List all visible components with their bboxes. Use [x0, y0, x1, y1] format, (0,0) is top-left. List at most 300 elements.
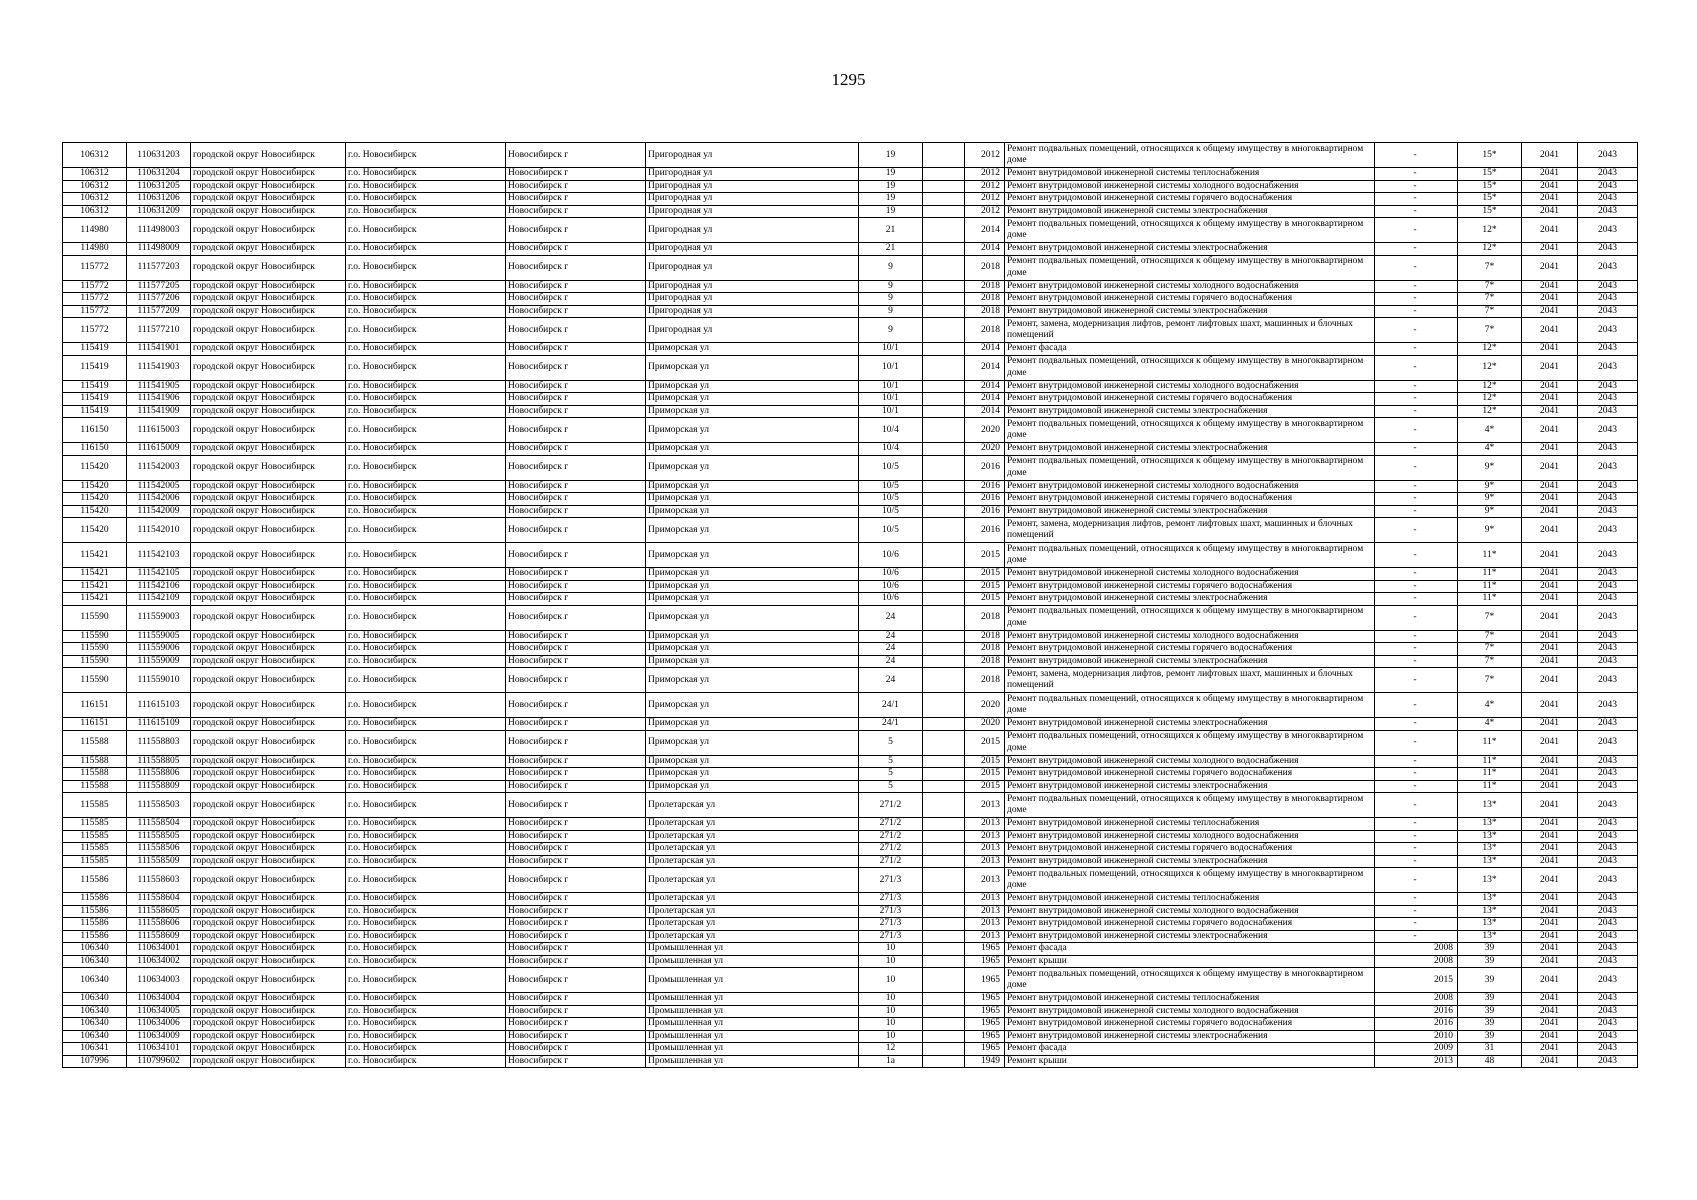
plan-start-year-cell: 2041 [1522, 855, 1578, 868]
house-code-cell: 106340 [63, 1005, 127, 1018]
house-number-cell: 271/2 [859, 830, 923, 843]
plan-end-year-cell: 2043 [1578, 318, 1638, 343]
age-cell: 7* [1458, 630, 1522, 643]
plan-end-year-cell: 2043 [1578, 293, 1638, 306]
house-number-cell: 10/6 [859, 543, 923, 568]
city-cell: Новосибирск г [506, 893, 646, 906]
work-type-cell: Ремонт внутридомовой инженерной системы электроснабжения [1005, 505, 1375, 518]
work-type-cell: Ремонт внутридомовой инженерной системы холодного водоснабжения [1005, 568, 1375, 581]
age-cell: 39 [1458, 968, 1522, 993]
municipality-cell: г.о. Новосибирск [346, 818, 506, 831]
table-row [63, 418, 1638, 443]
plan-start-year-cell: 2041 [1522, 918, 1578, 931]
build-year-cell: 2014 [965, 343, 1005, 356]
work-code-cell: 111542010 [127, 518, 191, 543]
empty-cell [923, 193, 965, 206]
street-cell: Пролетарская ул [646, 855, 859, 868]
work-code-cell: 111615003 [127, 418, 191, 443]
city-cell: Новосибирск г [506, 493, 646, 506]
house-number-cell: 271/3 [859, 893, 923, 906]
previous-repair-cell: - [1375, 455, 1458, 480]
table-row [63, 630, 1638, 643]
empty-cell [923, 668, 965, 693]
house-number-cell: 19 [859, 168, 923, 181]
work-type-cell: Ремонт внутридомовой инженерной системы горячего водоснабжения [1005, 293, 1375, 306]
house-code-cell: 106312 [63, 168, 127, 181]
district-cell: городской округ Новосибирск [191, 780, 346, 793]
work-type-cell: Ремонт подвальных помещений, относящихся к общему имуществу в многоквартирном доме [1005, 418, 1375, 443]
work-type-cell: Ремонт внутридомовой инженерной системы горячего водоснабжения [1005, 768, 1375, 781]
age-cell: 13* [1458, 918, 1522, 931]
street-cell: Приморская ул [646, 393, 859, 406]
plan-end-year-cell: 2043 [1578, 668, 1638, 693]
plan-end-year-cell: 2043 [1578, 418, 1638, 443]
district-cell: городской округ Новосибирск [191, 793, 346, 818]
empty-cell [923, 418, 965, 443]
work-code-cell: 111558806 [127, 768, 191, 781]
street-cell: Пригородная ул [646, 193, 859, 206]
work-code-cell: 111615009 [127, 443, 191, 456]
district-cell: городской округ Новосибирск [191, 818, 346, 831]
age-cell: 11* [1458, 568, 1522, 581]
previous-repair-cell: - [1375, 605, 1458, 630]
table-row [63, 568, 1638, 581]
build-year-cell: 2014 [965, 218, 1005, 243]
house-code-cell: 115419 [63, 405, 127, 418]
house-number-cell: 19 [859, 143, 923, 168]
work-type-cell: Ремонт внутридомовой инженерной системы электроснабжения [1005, 1030, 1375, 1043]
district-cell: городской округ Новосибирск [191, 305, 346, 318]
house-number-cell: 24 [859, 643, 923, 656]
municipality-cell: г.о. Новосибирск [346, 768, 506, 781]
table-row [63, 843, 1638, 856]
city-cell: Новосибирск г [506, 993, 646, 1006]
district-cell: городской округ Новосибирск [191, 568, 346, 581]
age-cell: 13* [1458, 930, 1522, 943]
work-code-cell: 111542006 [127, 493, 191, 506]
city-cell: Новосибирск г [506, 643, 646, 656]
work-type-cell: Ремонт внутридомовой инженерной системы теплоснабжения [1005, 168, 1375, 181]
build-year-cell: 2018 [965, 280, 1005, 293]
previous-repair-cell: - [1375, 318, 1458, 343]
work-type-cell: Ремонт подвальных помещений, относящихся к общему имуществу в многоквартирном доме [1005, 218, 1375, 243]
city-cell: Новосибирск г [506, 830, 646, 843]
previous-repair-cell: 2008 [1375, 943, 1458, 956]
work-code-cell: 111558505 [127, 830, 191, 843]
work-code-cell: 111558604 [127, 893, 191, 906]
plan-start-year-cell: 2041 [1522, 593, 1578, 606]
street-cell: Приморская ул [646, 543, 859, 568]
municipality-cell: г.о. Новосибирск [346, 755, 506, 768]
build-year-cell: 2013 [965, 868, 1005, 893]
age-cell: 9* [1458, 480, 1522, 493]
work-code-cell: 110634004 [127, 993, 191, 1006]
empty-cell [923, 768, 965, 781]
plan-start-year-cell: 2041 [1522, 818, 1578, 831]
plan-end-year-cell: 2043 [1578, 193, 1638, 206]
plan-start-year-cell: 2041 [1522, 418, 1578, 443]
work-type-cell: Ремонт подвальных помещений, относящихся к общему имуществу в многоквартирном доме [1005, 693, 1375, 718]
work-type-cell: Ремонт внутридомовой инженерной системы горячего водоснабжения [1005, 193, 1375, 206]
work-code-cell: 111577209 [127, 305, 191, 318]
house-number-cell: 10 [859, 993, 923, 1006]
build-year-cell: 1965 [965, 1005, 1005, 1018]
work-code-cell: 111615103 [127, 693, 191, 718]
district-cell: городской округ Новосибирск [191, 380, 346, 393]
street-cell: Пригородная ул [646, 243, 859, 256]
district-cell: городской округ Новосибирск [191, 730, 346, 755]
plan-start-year-cell: 2041 [1522, 605, 1578, 630]
empty-cell [923, 505, 965, 518]
previous-repair-cell: - [1375, 730, 1458, 755]
previous-repair-cell: - [1375, 818, 1458, 831]
work-code-cell: 111577203 [127, 255, 191, 280]
empty-cell [923, 1055, 965, 1068]
plan-start-year-cell: 2041 [1522, 655, 1578, 668]
plan-end-year-cell: 2043 [1578, 168, 1638, 181]
build-year-cell: 2015 [965, 730, 1005, 755]
municipality-cell: г.о. Новосибирск [346, 1005, 506, 1018]
district-cell: городской округ Новосибирск [191, 718, 346, 731]
age-cell: 13* [1458, 868, 1522, 893]
house-code-cell: 115585 [63, 793, 127, 818]
city-cell: Новосибирск г [506, 243, 646, 256]
build-year-cell: 2016 [965, 493, 1005, 506]
work-type-cell: Ремонт внутридомовой инженерной системы электроснабжения [1005, 305, 1375, 318]
empty-cell [923, 568, 965, 581]
street-cell: Промышленная ул [646, 993, 859, 1006]
house-code-cell: 115590 [63, 655, 127, 668]
city-cell: Новосибирск г [506, 730, 646, 755]
plan-start-year-cell: 2041 [1522, 693, 1578, 718]
table-row [63, 993, 1638, 1006]
previous-repair-cell: - [1375, 630, 1458, 643]
city-cell: Новосибирск г [506, 280, 646, 293]
plan-start-year-cell: 2041 [1522, 380, 1578, 393]
previous-repair-cell: - [1375, 893, 1458, 906]
build-year-cell: 2020 [965, 443, 1005, 456]
street-cell: Приморская ул [646, 380, 859, 393]
build-year-cell: 1949 [965, 1055, 1005, 1068]
municipality-cell: г.о. Новосибирск [346, 355, 506, 380]
district-cell: городской округ Новосибирск [191, 930, 346, 943]
age-cell: 7* [1458, 255, 1522, 280]
municipality-cell: г.о. Новосибирск [346, 418, 506, 443]
street-cell: Приморская ул [646, 518, 859, 543]
build-year-cell: 2013 [965, 830, 1005, 843]
municipality-cell: г.о. Новосибирск [346, 180, 506, 193]
district-cell: городской округ Новосибирск [191, 1055, 346, 1068]
table-row [63, 193, 1638, 206]
work-code-cell: 111577205 [127, 280, 191, 293]
street-cell: Пригородная ул [646, 255, 859, 280]
plan-start-year-cell: 2041 [1522, 493, 1578, 506]
district-cell: городской округ Новосибирск [191, 505, 346, 518]
build-year-cell: 2018 [965, 318, 1005, 343]
house-number-cell: 24 [859, 655, 923, 668]
municipality-cell: г.о. Новосибирск [346, 255, 506, 280]
municipality-cell: г.о. Новосибирск [346, 1030, 506, 1043]
empty-cell [923, 255, 965, 280]
work-type-cell: Ремонт внутридомовой инженерной системы холодного водоснабжения [1005, 755, 1375, 768]
build-year-cell: 2013 [965, 905, 1005, 918]
house-number-cell: 9 [859, 280, 923, 293]
municipality-cell: г.о. Новосибирск [346, 393, 506, 406]
city-cell: Новосибирск г [506, 630, 646, 643]
age-cell: 12* [1458, 243, 1522, 256]
plan-end-year-cell: 2043 [1578, 455, 1638, 480]
work-code-cell: 110634009 [127, 1030, 191, 1043]
city-cell: Новосибирск г [506, 955, 646, 968]
plan-end-year-cell: 2043 [1578, 543, 1638, 568]
plan-end-year-cell: 2043 [1578, 243, 1638, 256]
municipality-cell: г.о. Новосибирск [346, 943, 506, 956]
street-cell: Приморская ул [646, 443, 859, 456]
house-code-cell: 115421 [63, 580, 127, 593]
work-code-cell: 111558809 [127, 780, 191, 793]
district-cell: городской округ Новосибирск [191, 868, 346, 893]
house-number-cell: 271/3 [859, 930, 923, 943]
plan-start-year-cell: 2041 [1522, 993, 1578, 1006]
street-cell: Пролетарская ул [646, 918, 859, 931]
district-cell: городской округ Новосибирск [191, 405, 346, 418]
previous-repair-cell: - [1375, 393, 1458, 406]
house-code-cell: 115586 [63, 893, 127, 906]
work-code-cell: 111542105 [127, 568, 191, 581]
municipality-cell: г.о. Новосибирск [346, 568, 506, 581]
work-type-cell: Ремонт внутридомовой инженерной системы электроснабжения [1005, 443, 1375, 456]
house-code-cell: 115772 [63, 318, 127, 343]
work-code-cell: 111558506 [127, 843, 191, 856]
street-cell: Пролетарская ул [646, 905, 859, 918]
build-year-cell: 2018 [965, 605, 1005, 630]
previous-repair-cell: - [1375, 480, 1458, 493]
build-year-cell: 2018 [965, 293, 1005, 306]
house-code-cell: 115420 [63, 455, 127, 480]
municipality-cell: г.о. Новосибирск [346, 205, 506, 218]
district-cell: городской округ Новосибирск [191, 1005, 346, 1018]
previous-repair-cell: - [1375, 918, 1458, 931]
plan-start-year-cell: 2041 [1522, 1005, 1578, 1018]
table-row [63, 393, 1638, 406]
work-type-cell: Ремонт подвальных помещений, относящихся к общему имуществу в многоквартирном доме [1005, 355, 1375, 380]
street-cell: Приморская ул [646, 568, 859, 581]
table-row [63, 943, 1638, 956]
house-number-cell: 10 [859, 943, 923, 956]
table-row [63, 205, 1638, 218]
house-code-cell: 116151 [63, 693, 127, 718]
district-cell: городской округ Новосибирск [191, 343, 346, 356]
house-number-cell: 9 [859, 318, 923, 343]
table-row [63, 543, 1638, 568]
house-number-cell: 10/4 [859, 418, 923, 443]
build-year-cell: 2014 [965, 355, 1005, 380]
table-row [63, 405, 1638, 418]
empty-cell [923, 918, 965, 931]
district-cell: городской округ Новосибирск [191, 955, 346, 968]
street-cell: Пригородная ул [646, 293, 859, 306]
house-number-cell: 271/3 [859, 905, 923, 918]
work-code-cell: 111541901 [127, 343, 191, 356]
plan-end-year-cell: 2043 [1578, 1055, 1638, 1068]
table-row [63, 693, 1638, 718]
previous-repair-cell: - [1375, 418, 1458, 443]
work-type-cell: Ремонт внутридомовой инженерной системы теплоснабжения [1005, 993, 1375, 1006]
district-cell: городской округ Новосибирск [191, 830, 346, 843]
house-number-cell: 10/1 [859, 380, 923, 393]
plan-end-year-cell: 2043 [1578, 180, 1638, 193]
district-cell: городской округ Новосибирск [191, 668, 346, 693]
city-cell: Новосибирск г [506, 693, 646, 718]
house-code-cell: 106341 [63, 1043, 127, 1056]
house-code-cell: 115772 [63, 255, 127, 280]
plan-end-year-cell: 2043 [1578, 505, 1638, 518]
plan-end-year-cell: 2043 [1578, 405, 1638, 418]
city-cell: Новосибирск г [506, 193, 646, 206]
empty-cell [923, 305, 965, 318]
house-code-cell: 115586 [63, 868, 127, 893]
city-cell: Новосибирск г [506, 518, 646, 543]
work-type-cell: Ремонт внутридомовой инженерной системы электроснабжения [1005, 718, 1375, 731]
previous-repair-cell: - [1375, 755, 1458, 768]
empty-cell [923, 955, 965, 968]
previous-repair-cell: - [1375, 518, 1458, 543]
district-cell: городской округ Новосибирск [191, 893, 346, 906]
table-row [63, 768, 1638, 781]
work-code-cell: 111559010 [127, 668, 191, 693]
work-code-cell: 111558803 [127, 730, 191, 755]
empty-cell [923, 993, 965, 1006]
age-cell: 11* [1458, 768, 1522, 781]
plan-start-year-cell: 2041 [1522, 1055, 1578, 1068]
build-year-cell: 1965 [965, 1030, 1005, 1043]
district-cell: городской округ Новосибирск [191, 455, 346, 480]
plan-end-year-cell: 2043 [1578, 630, 1638, 643]
table-row [63, 168, 1638, 181]
house-code-cell: 115420 [63, 480, 127, 493]
house-code-cell: 115585 [63, 855, 127, 868]
district-cell: городской округ Новосибирск [191, 318, 346, 343]
house-code-cell: 115421 [63, 543, 127, 568]
plan-start-year-cell: 2041 [1522, 893, 1578, 906]
house-code-cell: 116150 [63, 418, 127, 443]
street-cell: Приморская ул [646, 693, 859, 718]
build-year-cell: 2018 [965, 668, 1005, 693]
plan-end-year-cell: 2043 [1578, 918, 1638, 931]
plan-start-year-cell: 2041 [1522, 643, 1578, 656]
work-type-cell: Ремонт внутридомовой инженерной системы теплоснабжения [1005, 893, 1375, 906]
work-code-cell: 110631204 [127, 168, 191, 181]
city-cell: Новосибирск г [506, 443, 646, 456]
work-code-cell: 111577210 [127, 318, 191, 343]
plan-end-year-cell: 2043 [1578, 643, 1638, 656]
city-cell: Новосибирск г [506, 668, 646, 693]
work-type-cell: Ремонт внутридомовой инженерной системы горячего водоснабжения [1005, 493, 1375, 506]
build-year-cell: 2018 [965, 643, 1005, 656]
age-cell: 13* [1458, 905, 1522, 918]
previous-repair-cell: - [1375, 180, 1458, 193]
plan-start-year-cell: 2041 [1522, 943, 1578, 956]
plan-start-year-cell: 2041 [1522, 580, 1578, 593]
municipality-cell: г.о. Новосибирск [346, 630, 506, 643]
age-cell: 13* [1458, 793, 1522, 818]
house-number-cell: 10 [859, 955, 923, 968]
empty-cell [923, 180, 965, 193]
house-code-cell: 115590 [63, 643, 127, 656]
build-year-cell: 2015 [965, 768, 1005, 781]
municipality-cell: г.о. Новосибирск [346, 780, 506, 793]
build-year-cell: 2012 [965, 193, 1005, 206]
district-cell: городской округ Новосибирск [191, 843, 346, 856]
house-number-cell: 24/1 [859, 693, 923, 718]
work-type-cell: Ремонт подвальных помещений, относящихся к общему имуществу в многоквартирном доме [1005, 255, 1375, 280]
street-cell: Приморская ул [646, 668, 859, 693]
municipality-cell: г.о. Новосибирск [346, 643, 506, 656]
work-type-cell: Ремонт внутридомовой инженерной системы теплоснабжения [1005, 818, 1375, 831]
empty-cell [923, 780, 965, 793]
table-row [63, 830, 1638, 843]
city-cell: Новосибирск г [506, 655, 646, 668]
table-row [63, 718, 1638, 731]
plan-start-year-cell: 2041 [1522, 905, 1578, 918]
city-cell: Новосибирск г [506, 305, 646, 318]
previous-repair-cell: - [1375, 668, 1458, 693]
house-number-cell: 5 [859, 755, 923, 768]
build-year-cell: 2012 [965, 143, 1005, 168]
previous-repair-cell: - [1375, 768, 1458, 781]
house-code-cell: 115588 [63, 780, 127, 793]
age-cell: 39 [1458, 1030, 1522, 1043]
plan-end-year-cell: 2043 [1578, 518, 1638, 543]
previous-repair-cell: - [1375, 930, 1458, 943]
empty-cell [923, 205, 965, 218]
municipality-cell: г.о. Новосибирск [346, 305, 506, 318]
plan-end-year-cell: 2043 [1578, 480, 1638, 493]
work-code-cell: 111542005 [127, 480, 191, 493]
house-number-cell: 24 [859, 630, 923, 643]
work-type-cell: Ремонт фасада [1005, 943, 1375, 956]
district-cell: городской округ Новосибирск [191, 355, 346, 380]
city-cell: Новосибирск г [506, 605, 646, 630]
previous-repair-cell: - [1375, 168, 1458, 181]
plan-end-year-cell: 2043 [1578, 693, 1638, 718]
municipality-cell: г.о. Новосибирск [346, 830, 506, 843]
municipality-cell: г.о. Новосибирск [346, 380, 506, 393]
work-type-cell: Ремонт внутридомовой инженерной системы холодного водоснабжения [1005, 630, 1375, 643]
age-cell: 13* [1458, 855, 1522, 868]
plan-end-year-cell: 2043 [1578, 580, 1638, 593]
house-code-cell: 106312 [63, 143, 127, 168]
empty-cell [923, 693, 965, 718]
house-number-cell: 10 [859, 1030, 923, 1043]
plan-start-year-cell: 2041 [1522, 755, 1578, 768]
house-code-cell: 115772 [63, 305, 127, 318]
street-cell: Приморская ул [646, 643, 859, 656]
plan-start-year-cell: 2041 [1522, 480, 1578, 493]
plan-start-year-cell: 2041 [1522, 793, 1578, 818]
empty-cell [923, 143, 965, 168]
work-code-cell: 111498003 [127, 218, 191, 243]
build-year-cell: 2015 [965, 755, 1005, 768]
empty-cell [923, 405, 965, 418]
city-cell: Новосибирск г [506, 768, 646, 781]
age-cell: 12* [1458, 405, 1522, 418]
plan-end-year-cell: 2043 [1578, 955, 1638, 968]
plan-start-year-cell: 2041 [1522, 455, 1578, 480]
empty-cell [923, 643, 965, 656]
build-year-cell: 2015 [965, 580, 1005, 593]
work-type-cell: Ремонт крыши [1005, 955, 1375, 968]
